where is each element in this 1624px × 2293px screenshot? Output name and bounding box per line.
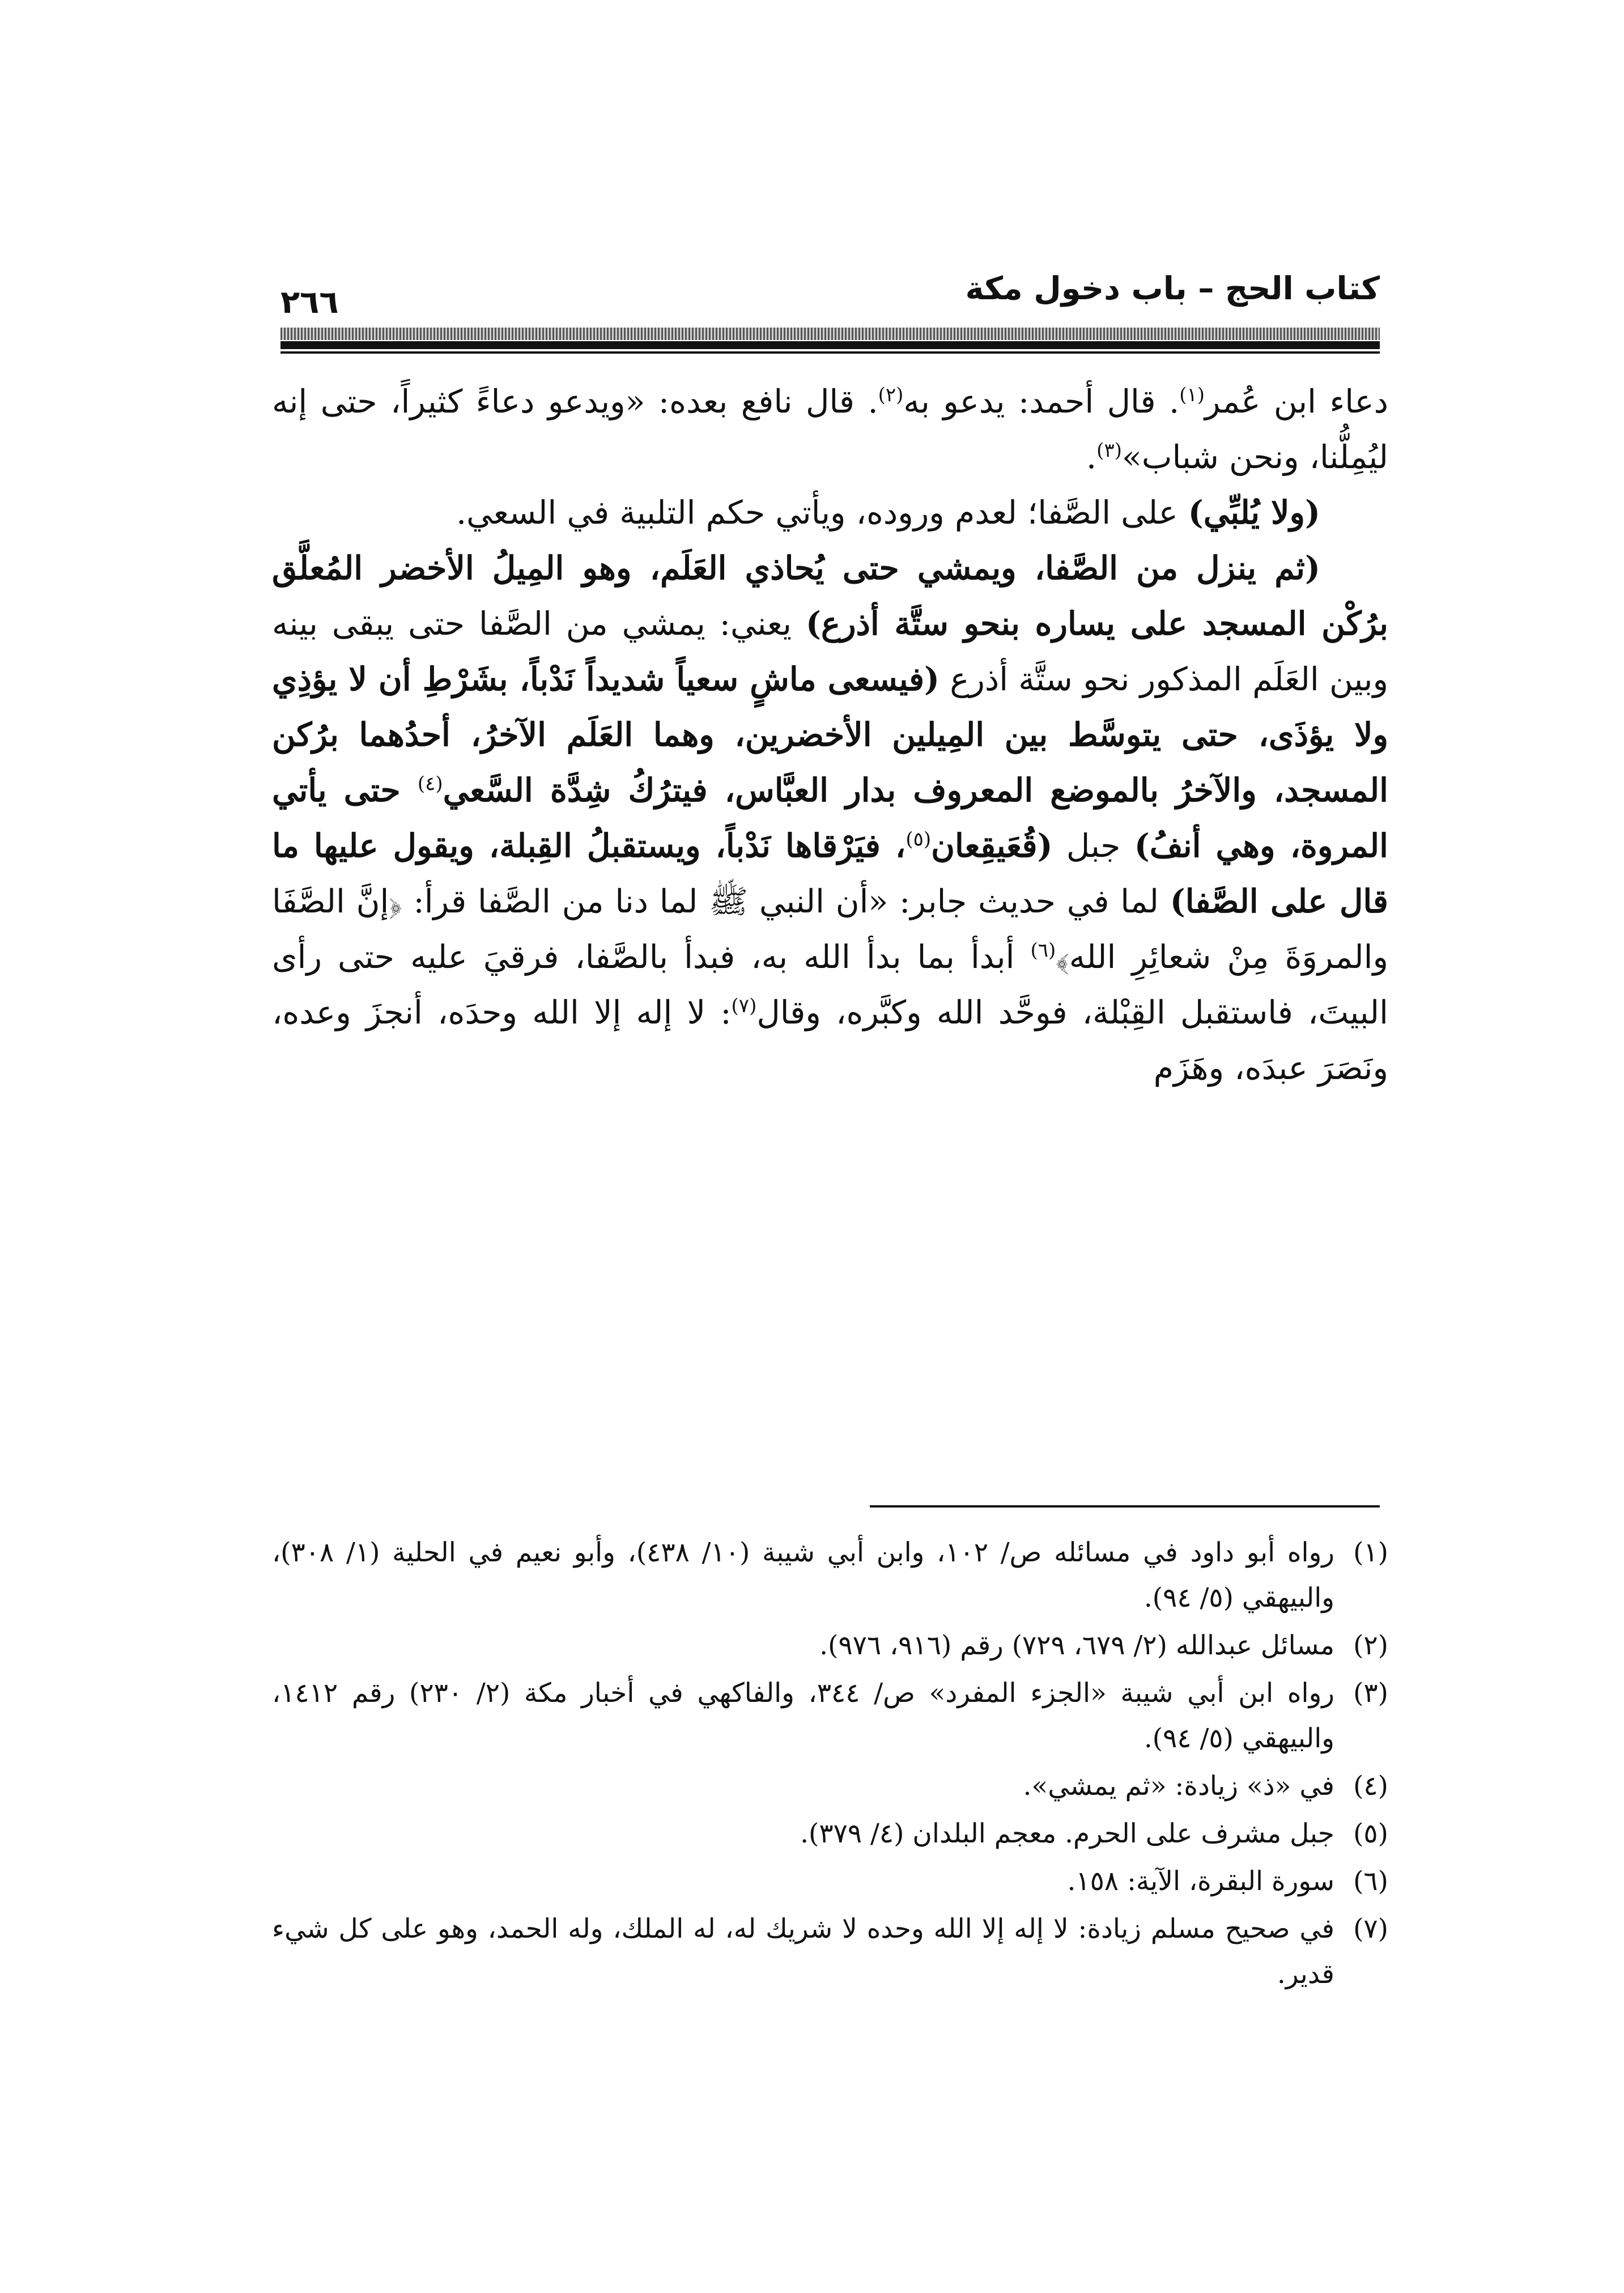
footnote-3 — [272, 1671, 1388, 1761]
footnote-ref-2[interactable]: (٢) — [878, 384, 904, 406]
main-text — [272, 374, 1388, 1096]
footnote-number: (٢) — [1353, 1630, 1388, 1661]
footnote-ref-1[interactable]: (١) — [1179, 384, 1205, 406]
footnote-5 — [272, 1811, 1388, 1857]
text-run: أبدأ بما بدأ الله به، فبدأ بالصَّفا، فرقيَ عليه حتى رأى البيتَ، فاستقبل القِبْلة، فوحَّد الله وكبَّره، وقال — [272, 939, 1389, 1031]
footnote-number: (٤) — [1353, 1770, 1388, 1802]
matn-text: ، فيَرْقاها نَدْباً، ويستقبلُ القِبلة، ويقول عليها ما قال على الصَّفا) — [272, 827, 1388, 920]
text-run: . — [1086, 439, 1097, 476]
footnote-7 — [272, 1906, 1388, 1997]
footnote-text: في «ذ» زيادة: «ثم يمشي». — [1023, 1770, 1334, 1802]
footnote-text: مسائل عبدالله (٢/ ٦٧٩، ٧٢٩) رقم (٩١٦، ٩٧٦). — [819, 1630, 1334, 1661]
footnote-text: جبل مشرف على الحرم. معجم البلدان (٤/ ٣٧٩). — [800, 1818, 1334, 1849]
footnote-ref-6[interactable]: (٦) — [1030, 939, 1056, 962]
footnote-separator — [870, 1505, 1380, 1508]
paragraph-3 — [272, 541, 1388, 1096]
footnote-text: في صحيح مسلم زيادة: لا إله إلا الله وحده لا شريك له، له الملك، وله الحمد، وهو على كل شيء قدير. — [272, 1913, 1334, 1990]
matn-text: (قُعَيقِعان — [931, 827, 1053, 865]
footnote-text: سورة البقرة، الآية: ١٥٨. — [1067, 1866, 1334, 1897]
text-run: دعاء ابن عُمر — [1205, 383, 1389, 421]
footnote-number: (٦) — [1353, 1866, 1388, 1897]
matn-text: (ولا يُلبِّي) — [1188, 494, 1320, 532]
footnote-number: (١) — [1353, 1537, 1388, 1568]
footnote-4 — [272, 1764, 1388, 1809]
matn-text: (فيسعى ماشٍ سعياً شديداً نَدْباً، بشَرْطِ أن لا يؤذِي ولا يؤذَى، حتى يتوسَّط بين المِيلين الأخضرين، وهما العَلَم الآخرُ، أحدُهما برُكن المسجد، والآخرُ بالموضع المعروف بدار العبَّاس، فيترُكُ شِدَّة السَّعي — [272, 660, 1388, 809]
text-run: : لا إله إلا الله وحدَه، أنجزَ وعده، ونَصَرَ عبدَه، وهَزَم — [272, 994, 1388, 1087]
text-run: . قال أحمد: يدعو به — [903, 383, 1180, 421]
footnote-text: رواه أبو داود في مسائله ص/ ١٠٢، وابن أبي شيبة (١٠/ ٤٣٨)، وأبو نعيم في الحلية (١/ ٣٠٨)، والبيهقي (٥/ ٩٤). — [272, 1537, 1334, 1613]
paragraph-1 — [272, 374, 1388, 485]
footnote-2 — [272, 1623, 1388, 1668]
header-rule — [280, 328, 1380, 354]
matn-text: (ثم ينزل من الصَّفا، ويمشي حتى يُحاذي العَلَم، وهو المِيلُ الأخضر المُعلَّق برُكْن المسجد على يساره بنحو ستَّة أذرع) — [272, 549, 1388, 643]
running-title: كتاب الحج – باب دخول مكة — [965, 270, 1380, 307]
footnote-ref-4[interactable]: (٤) — [417, 772, 443, 795]
header-rule-thick — [280, 341, 1380, 349]
footnote-ref-3[interactable]: (٣) — [1096, 439, 1122, 462]
text-run: يعني: يمشي من الصَّفا حتى يبقى بينه وبين العَلَم المذكور نحو ستَّة أذرع — [272, 605, 1388, 698]
footnotes — [272, 1530, 1388, 1999]
text-run: . قال نافع بعده: «ويدعو دعاءً كثيراً، حتى إنه ليُمِلُّنا، ونحن شباب» — [272, 383, 1388, 476]
matn-text: حتى يأتي المروة، وهي أنفُ) — [272, 771, 1388, 865]
footnote-number: (٥) — [1353, 1818, 1388, 1849]
footnote-ref-5[interactable]: (٥) — [905, 828, 932, 851]
footnote-6 — [272, 1859, 1388, 1904]
header-rule-hatch — [280, 328, 1380, 340]
text-run: على الصَّفا؛ لعدم وروده، ويأتي حكم التلبية في السعي. — [456, 494, 1188, 532]
text-run: لما في حديث جابر: «أن النبي ﷺ لما دنا من الصَّفا قرأ: ﴿إنَّ الصَّفَا والمروَةَ مِنْ شعائِرِ الله﴾ — [272, 883, 1389, 976]
footnote-text: رواه ابن أبي شيبة «الجزء المفرد» ص/ ٣٤٤، والفاكهي في أخبار مكة (٢/ ٢٣٠) رقم ١٤١٢، والبيهقي (٥/ ٩٤). — [272, 1678, 1335, 1754]
page-number: ٢٦٦ — [280, 284, 339, 321]
footnote-ref-7[interactable]: (٧) — [731, 995, 757, 1017]
footnote-1 — [272, 1530, 1388, 1621]
text-run: جبل — [1052, 827, 1134, 865]
paragraph-2 — [272, 485, 1388, 541]
page-header — [280, 266, 1380, 363]
header-rule-thin — [280, 351, 1380, 354]
footnote-number: (٣) — [1353, 1678, 1388, 1709]
footnote-number: (٧) — [1353, 1913, 1388, 1944]
